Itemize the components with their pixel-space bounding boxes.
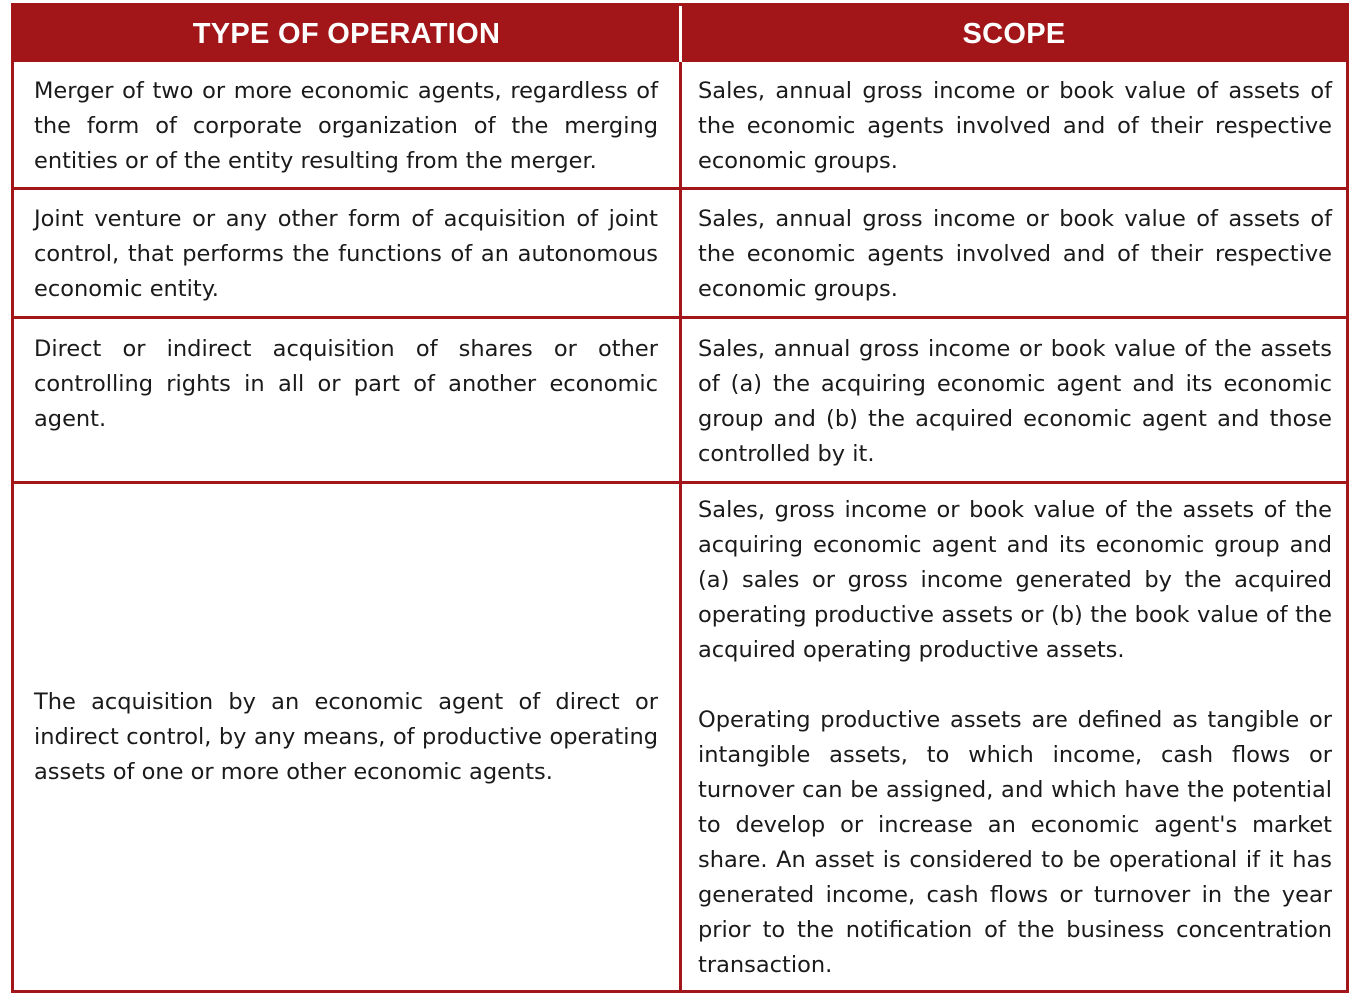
- table-header: [14, 6, 1346, 62]
- row-4-scope-paragraph-2: Operating productive assets are defined as tangible or intangible assets, to which income, cash flows or turnover can be assigned, and which have the potential to develop or increase an economic agent's market share. An asset is considered to be operational if it has generated income, cash flows or turnover in the year prior to the notification of the business concentration transaction.: [698, 707, 1332, 978]
- row-1-type-cell: Merger of two or more economic agents, regardless of the form of corporate organization of the merging entities or of the entity resulting from the merger.: [34, 78, 658, 174]
- row-4-scope-paragraph-1: Sales, gross income or book value of the assets of the acquiring economic agent and its economic group and (a) sales or gross income generated by the acquired operating productive assets or (b) the book value of the acquired operating productive assets.: [698, 497, 1332, 663]
- row-4-type-cell: [34, 484, 658, 990]
- row-4-scope-cell: [698, 493, 1332, 983]
- row-2-type-cell: Joint venture or any other form of acquisition of joint control, that performs the functions of an autonomous economic entity.: [34, 206, 658, 302]
- row-2-scope-cell: Sales, annual gross income or book value of assets of the economic agents involved and of their respective economic groups.: [698, 206, 1332, 302]
- row-divider: [14, 316, 1346, 319]
- header-scope: SCOPE: [962, 18, 1066, 50]
- row-3-scope-cell: Sales, annual gross income or book value of the assets of (a) the acquiring economic agent and its economic group and (b) the acquired economic agent and those controlled by it.: [698, 336, 1332, 467]
- header-type-of-operation: TYPE OF OPERATION: [192, 18, 501, 50]
- row-divider: [14, 187, 1346, 190]
- operations-table: [11, 3, 1349, 993]
- row-3-type-cell: Direct or indirect acquisition of shares or other controlling rights in all or part of another economic agent.: [34, 336, 658, 432]
- row-1-scope-cell: Sales, annual gross income or book value of assets of the economic agents involved and of their respective economic groups.: [698, 78, 1332, 174]
- row-4-type-text: The acquisition by an economic agent of direct or indirect control, by any means, of productive operating assets of one or more other economic agents.: [34, 688, 658, 785]
- column-divider: [679, 62, 682, 990]
